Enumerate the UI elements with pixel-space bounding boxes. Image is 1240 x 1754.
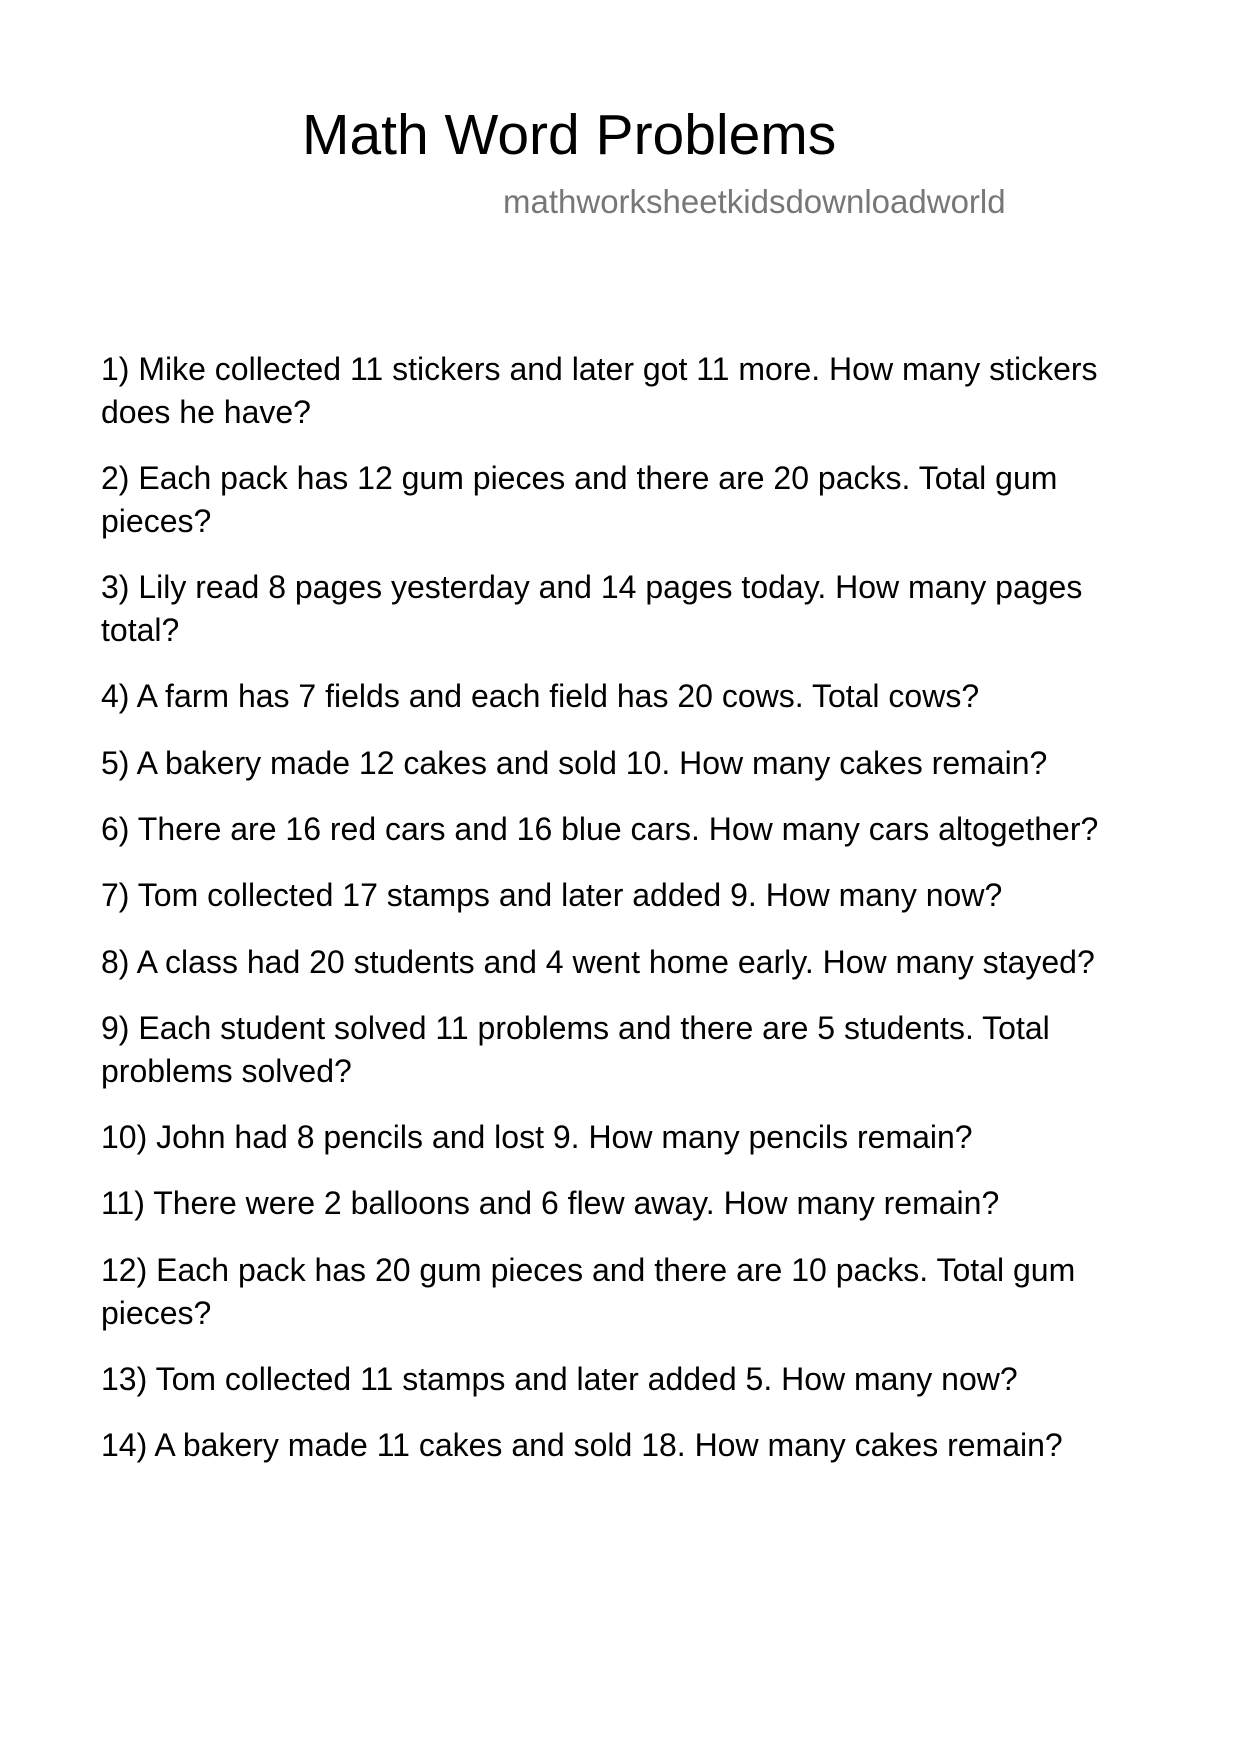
problem-item: 10) John had 8 pencils and lost 9. How many pencils remain? xyxy=(101,1118,973,1155)
problem-item: 6) There are 16 red cars and 16 blue cars. How many cars altogether? xyxy=(101,811,1099,847)
problem-item: 9) Each student solved 11 problems and there are 5 students. Total problems solved? xyxy=(101,1009,1050,1089)
source-caption: mathworksheetkidsdownloadworld xyxy=(503,183,1006,220)
problem-item: 5) A bakery made 12 cakes and sold 10. How many cakes remain? xyxy=(101,744,1048,781)
problem-item: 14) A bakery made 11 cakes and sold 18. How many cakes remain? xyxy=(101,1427,1063,1463)
problem-item: 11) There were 2 balloons and 6 flew away. How many remain? xyxy=(101,1185,1000,1221)
problem-item: 7) Tom collected 17 stamps and later added 9. How many now? xyxy=(101,877,1003,913)
problem-item: 1) Mike collected 11 stickers and later got 11 more. How many stickers does he have? xyxy=(101,351,1098,430)
problem-item: 13) Tom collected 11 stamps and later added 5. How many now? xyxy=(101,1360,1018,1397)
problem-item: 8) A class had 20 students and 4 went home early. How many stayed? xyxy=(101,943,1095,980)
page-title: Math Word Problems xyxy=(302,103,837,167)
problem-list xyxy=(101,348,1146,1467)
problem-item: 3) Lily read 8 pages yesterday and 14 pages today. How many pages total? xyxy=(101,569,1083,648)
problem-item: 4) A farm has 7 fields and each field has 20 cows. Total cows? xyxy=(101,678,980,714)
problem-item: 2) Each pack has 12 gum pieces and there are 20 packs. Total gum pieces? xyxy=(101,460,1058,539)
problem-item: 12) Each pack has 20 gum pieces and there are 10 packs. Total gum pieces? xyxy=(101,1251,1076,1331)
